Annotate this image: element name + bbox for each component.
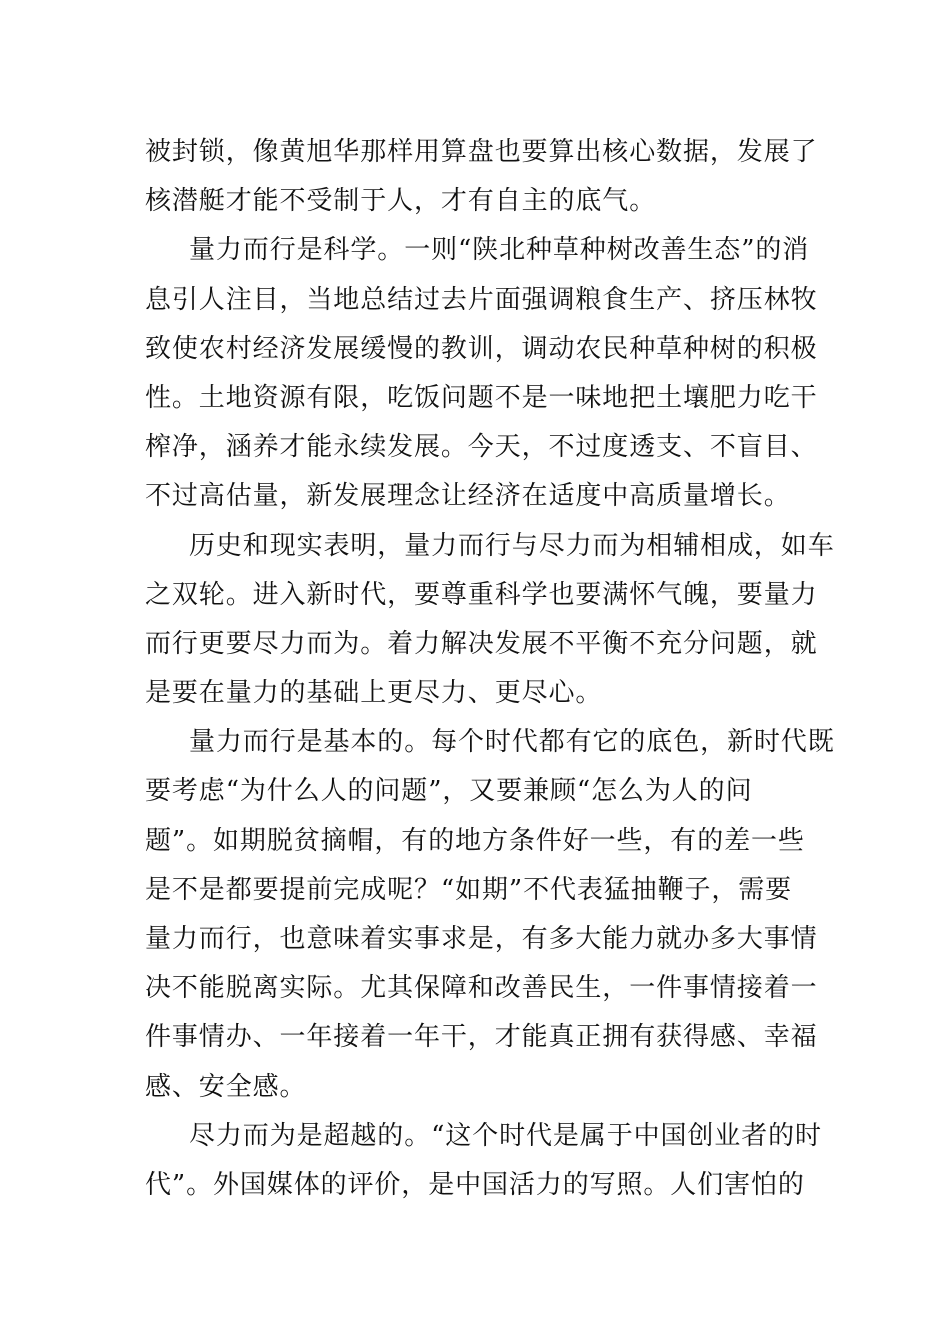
text-line: 息引人注目，当地总结过去片面强调粮食生产、挤压林牧	[145, 284, 818, 315]
text-line: 而行更要尽力而为。着力解决发展不平衡不充分问题，就	[145, 628, 818, 659]
text-line: 代”。外国媒体的评价，是中国活力的写照。人们害怕的	[145, 1169, 805, 1200]
text-line: 要考虑“为什么人的问题”，又要兼顾“怎么为人的问	[145, 776, 753, 807]
text-line: 被封锁，像黄旭华那样用算盘也要算出核心数据，发展了	[145, 137, 818, 167]
text-line: 性。土地资源有限，吃饭问题不是一味地把土壤肥力吃干	[145, 382, 818, 413]
text-line: 致使农村经济发展缓慢的教训，调动农民种草种树的积极	[145, 333, 818, 364]
paragraph-start-line: 量力而行是基本的。每个时代都有它的底色，新时代既	[189, 727, 835, 758]
text-line: 感、安全感。	[145, 1071, 307, 1102]
text-line: 件事情办、一年接着一年干，才能真正拥有获得感、幸福	[145, 1022, 818, 1053]
text-line: 题”。如期脱贫摘帽，有的地方条件好一些，有的差一些	[145, 825, 805, 856]
text-line: 是要在量力的基础上更尽力、更尽心。	[145, 678, 603, 709]
paragraph-start-line: 尽力而为是超越的。“这个时代是属于中国创业者的时	[189, 1120, 822, 1151]
paragraph-start-line: 量力而行是科学。一则“陕北种草种树改善生态”的消	[189, 235, 810, 266]
document-body	[145, 128, 835, 1210]
text-line: 榨净，涵养才能永续发展。今天，不过度透支、不盲目、	[145, 432, 818, 463]
paragraph-start-line: 历史和现实表明，量力而行与尽力而为相辅相成，如车	[189, 530, 835, 561]
text-line: 量力而行，也意味着实事求是，有多大能力就办多大事情	[145, 924, 818, 954]
text-line: 不过高估量，新发展理念让经济在适度中高质量增长。	[145, 481, 791, 512]
text-line: 是不是都要提前完成呢？“如期”不代表猛抽鞭子，需要	[145, 874, 793, 905]
text-line: 决不能脱离实际。尤其保障和改善民生，一件事情接着一	[145, 973, 818, 1004]
text-line: 之双轮。进入新时代，要尊重科学也要满怀气魄，要量力	[145, 579, 818, 610]
text-line: 核潜艇才能不受制于人，才有自主的底气。	[145, 186, 657, 217]
